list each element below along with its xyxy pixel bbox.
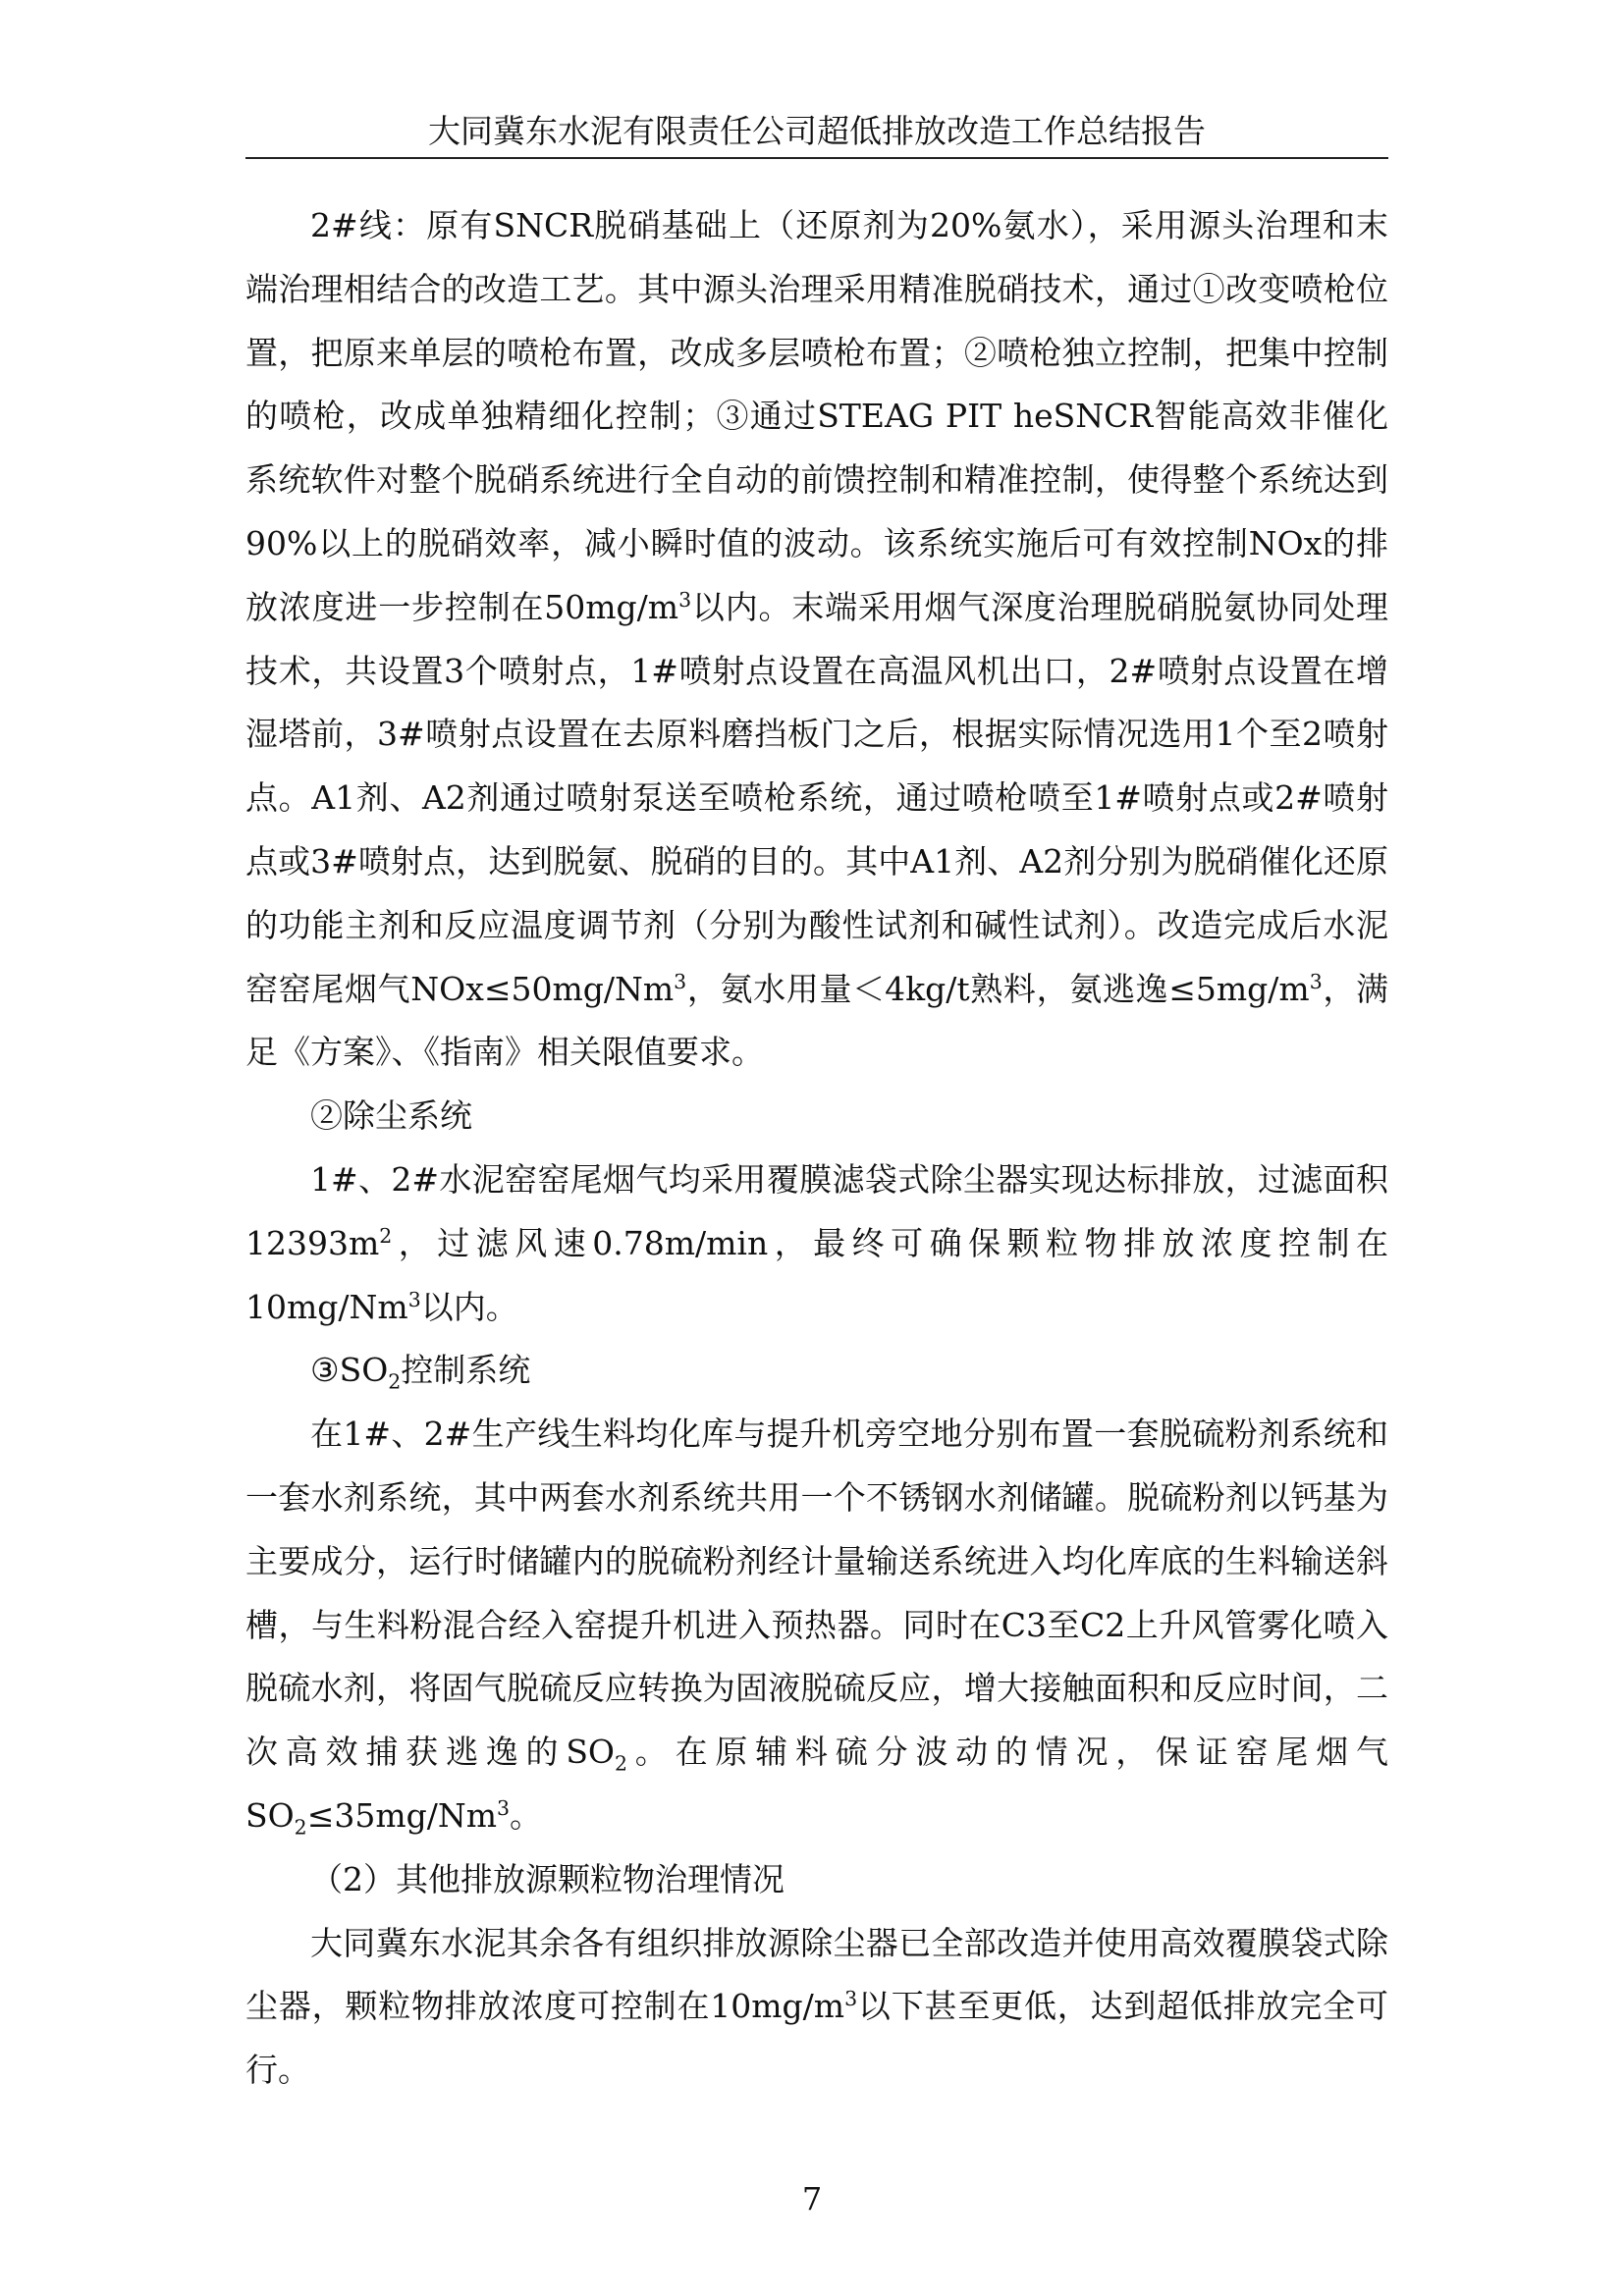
page-number: 7 [801,2180,823,2217]
header-divider [245,157,1388,159]
heading-other-sources: （2）其他排放源颗粒物治理情况 [310,1859,785,1898]
page-header: 大同冀东水泥有限责任公司超低排放改造工作总结报告 [428,112,1206,150]
paragraph-dust-removal: 1#、2#水泥窑窑尾烟气均采用覆膜滤袋式除尘器实现达标排放，过滤面积$12393m^2$，过滤风速0.78m/min，最终可确保颗粒物排放浓度控制在10mg/Nm$^3$以内。 [245,1159,1388,1326]
paragraph-other-sources: 大同冀东水泥其余各有组织排放源除尘器已全部改造并使用高效覆膜袋式除尘器，颗粒物排放浓度可控制在$10mg/m^3$以下甚至更低，达到超低排放完全可行。 [245,1923,1388,2090]
heading-so2-control: $③SO_2$控制系统 [310,1351,531,1394]
page-body [245,194,1388,2103]
heading-dust-removal: ②除尘系统 [310,1096,472,1136]
paragraph-so2-control: 在1#、2#生产线生料均化库与提升机旁空地分别布置一套脱硫粉剂系统和一套水剂系统，其中两套水剂系统共用一个不锈钢水剂储罐。脱硫粉剂以钙基为主要成分，运行时储罐内的脱硫粉剂经计量输送系统进入均化库底的生料输送斜槽，与生料粉混合经入窑提升机进入预热器。同时在C3至C2上升风管雾化喷入脱硫水剂，将固气脱硫反应转换为固液脱硫反应，增大接触面积和反应时间，二次高效捕获逃逸的$SO_2$。在原辅料硫分波动的情况，保证窑尾烟气$SO_2\le 35mg/Nm^3$。 [245,1415,1388,1840]
paragraph-line2-denitration: 2#线：原有SNCR脱硝基础上（还原剂为20%氨水），采用源头治理和末端治理相结合的改造工艺。其中源头治理采用精准脱硝技术，通过①改变喷枪位置，把原来单层的喷枪布置，改成多层喷枪布置；②喷枪独立控制，把集中控制的喷枪，改成单独精细化控制；③通过STEAG PIT heSNCR智能高效非催化系统软件对整个脱硝系统进行全自动的前馈控制和精准控制，使得整个系统达到90%以上的脱硝效率，减小瞬时值的波动。该系统实施后可有效控制NOx的排放浓度进一步控制在$50mg/m^3$以内。末端采用烟气深度治理脱硝脱氨协同处理技术，共设置3个喷射点，1#喷射点设置在高温风机出口，2#喷射点设置在增湿塔前，3#喷射点设置在去原料磨挡板门之后，根据实际情况选用1个至2喷射点。A1剂、A2剂通过喷射泵送至喷枪系统，通过喷枪喷至1#喷射点或2#喷射点或3#喷射点，达到脱氨、脱硝的目的。其中A1剂、A2剂分别为脱硝催化还原的功能主剂和反应温度调节剂（分别为酸性试剂和碱性试剂）。改造完成后水泥窑窑尾烟气$NOx\le 50mg/Nm^3$，氨水用量＜4kg/t熟料，氨逃逸$\le 5mg/m^3$，满足《方案》、《指南》相关限值要求。 [245,206,1389,1072]
